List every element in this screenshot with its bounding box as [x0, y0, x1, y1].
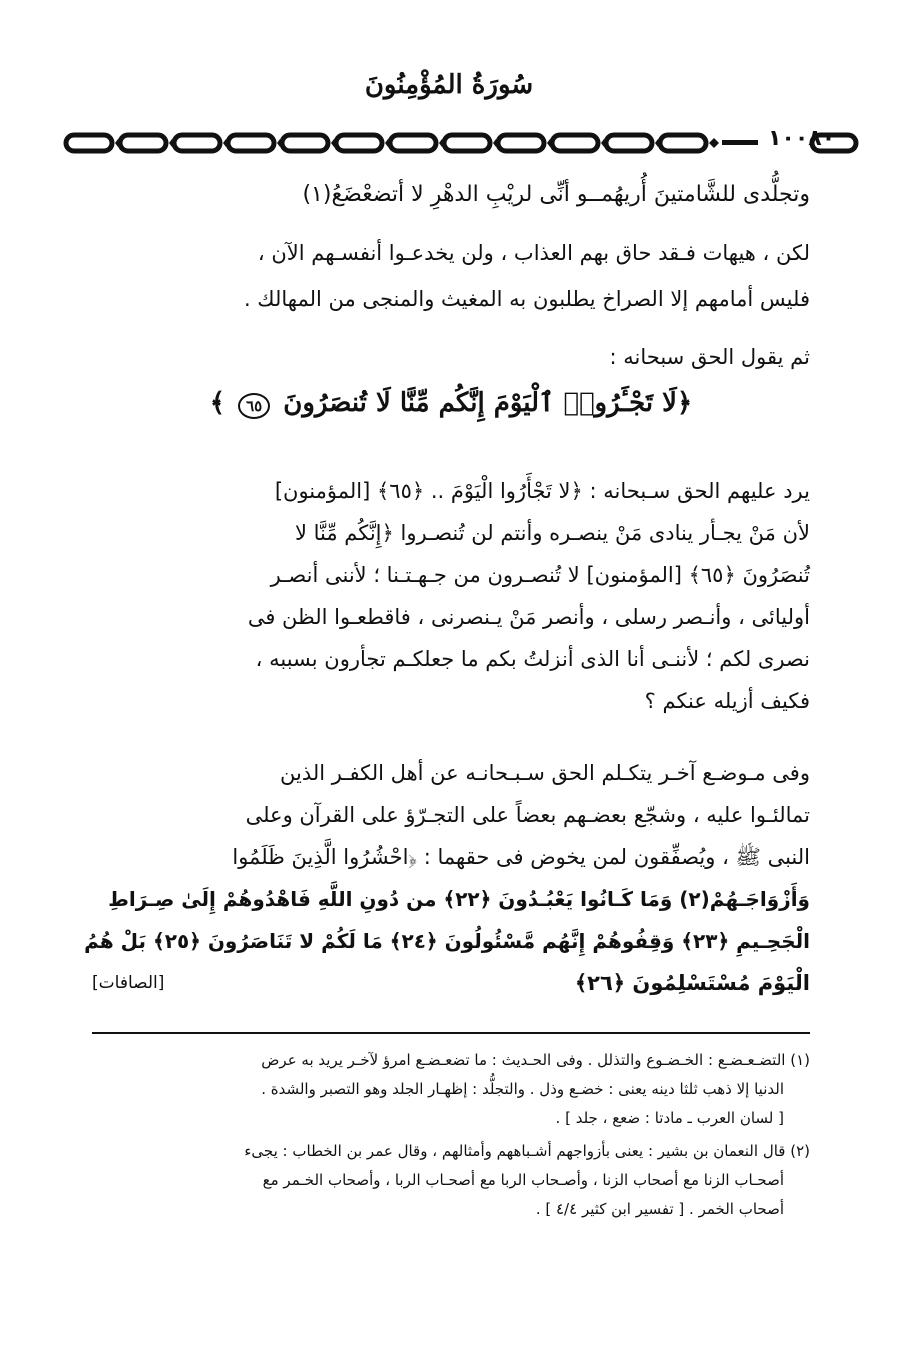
verse-end: الْيَوْمَ مُسْتَسْلِمُونَ ﴿٢٦﴾: [574, 971, 810, 995]
paragraph-3: [92, 470, 810, 722]
ayah-number: ٦٥: [238, 393, 270, 419]
paragraph-2: [92, 340, 810, 374]
text-line: فكيف أزيله عنكم ؟: [644, 689, 810, 713]
text-line: ثم يقول الحق سبحانه :: [609, 345, 810, 369]
footnotes: [92, 1046, 810, 1224]
text-line: تمالئـوا عليه ، وشجّع بعضـهم بعضاً على التجـرّؤ على القرآن وعلى: [245, 803, 810, 827]
surah-title: سُورَةُ المُؤْمِنُونَ: [364, 70, 534, 100]
text-line-with-source: [92, 962, 810, 1004]
text-line: الْجَحِـيمِ ﴿٢٣﴾ وَقِفُوهُمْ إِنَّهُم مَّسْئُولُونَ ﴿٢٤﴾ مَا لَكُمْ لا تَنَاصَرُونَ ﴿٢٥﴾ بَلْ هُمُ: [84, 929, 810, 953]
page-number: ١٠٠٨٠: [768, 126, 836, 151]
decorative-chain-border: [62, 128, 762, 158]
quran-verse: [92, 388, 810, 419]
text-line: يرد عليهم الحق سـبحانه : ﴿لا تَجْأَرُوا الْيَوْمَ .. ﴿٦٥﴾ [المؤمنون]: [274, 479, 810, 503]
text-line: لأن مَنْ يجـأر ينادى مَنْ ينصـره وأنتم لن تُنصـروا ﴿إِنَّكُم مِّنَّا لا: [294, 521, 810, 545]
footnote-line: [ لسان العرب ـ مادتا : ضعع ، جلد ] .: [555, 1109, 784, 1127]
footnote-2: [92, 1137, 810, 1224]
text-line: نصرى لكم ؛ لأننـى أنا الذى أنزلتُ بكم ما جعلكـم تجأرون بسببه ،: [255, 647, 810, 671]
footnote-line: (٢) قال النعمان بن بشير : يعنى بأزواجهم أشـباههم وأمثالهم ، وقال عمر بن الخطاب : يجىء: [244, 1142, 810, 1160]
text-line: النبى ﷺ ، ويُصفِّقون لمن يخوض فى حقهما : ﴿احْشُرُوا الَّذِينَ ظَلَمُوا: [232, 845, 810, 869]
footnote-line: أصحاب الخمر . [ تفسير ابن كثير ٤/٤ ] .: [535, 1200, 784, 1218]
text-line: تُنصَرُونَ ﴿٦٥﴾ [المؤمنون] لا تُنصـرون من جـهـتـنا ؛ لأننى أنصـر: [270, 563, 810, 587]
source-citation: [الصافات]: [92, 973, 165, 993]
poem-line: وتجلُّدى للشَّامتينَ أُريهُمــو أنِّى لريْبِ الدهْرِ لا أتضعْضَعُ(١): [302, 182, 810, 207]
paragraph-4: [84, 752, 810, 1004]
poem-verse: [92, 178, 810, 212]
text-line: أوليائى ، وأنـصر رسلى ، وأنصر مَنْ يـنصرنى ، فاقطعـوا الظن فى: [247, 605, 810, 629]
verse-text: ﴿لَا تَجْـَٔرُوا۟ ٱلْيَوْمَ إِنَّكُم مِّنَّا لَا تُنصَرُونَ: [283, 388, 693, 418]
verse-close: ﴾: [209, 388, 226, 418]
text-line: وَأَزْوَاجَـهُمْ(٢) وَمَا كَـانُوا يَعْبُـدُونَ ﴿٢٢﴾ من دُونِ اللَّهِ فَاهْدُوهُمْ إِلَىٰ صِـرَاطِ: [108, 887, 810, 911]
text-line: لكن ، هيهات فـقد حاق بهم العذاب ، ولن يخدعـوا أنفسـهم الآن ،: [257, 241, 810, 265]
footnote-line: (١) التضـعـضـع : الخـضـوع والتذلل . وفى الحـديث : ما تضعـضـع امرؤ لآخـر يريد به عرض: [261, 1051, 810, 1069]
text-line: وفى مـوضـع آخـر يتكـلم الحق سـبـحانـه عن أهل الكفـر الذين: [280, 761, 810, 785]
footnote-divider: [92, 1032, 810, 1034]
paragraph-1: [92, 236, 810, 316]
footnote-line: أصحـاب الزنا مع أصحاب الزنا ، وأصـحاب الربا مع أصحـاب الربا ، وأصحاب الخـمر مع: [262, 1171, 784, 1189]
footnote-line: الدنيا إلا ذهب ثلثا دينه يعنى : خضـع وذل . والتجلُّد : إظهـار الجلد وهو التصبر والشدة .: [261, 1080, 784, 1098]
footnote-1: [92, 1046, 810, 1133]
text-line: فليس أمامهم إلا الصراخ يطلبون به المغيث والمنجى من المهالك .: [243, 287, 810, 311]
